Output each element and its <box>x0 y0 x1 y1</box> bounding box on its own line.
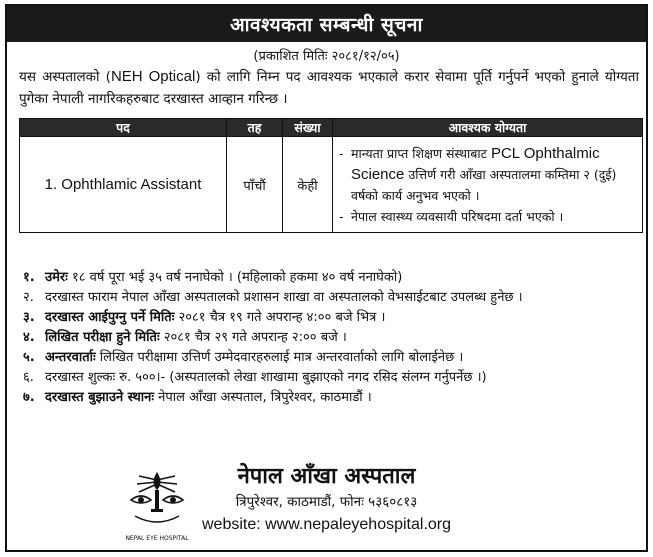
list-item <box>23 368 643 388</box>
logo-text: NEPAL EYE HOSPITAL <box>125 535 189 542</box>
count-cell: केही <box>283 137 333 233</box>
item-number: ४. <box>23 330 35 345</box>
item-number: १. <box>23 270 35 285</box>
intro-paragraph <box>19 66 639 110</box>
item-label: उमेरः <box>45 270 68 285</box>
item-text: दरखास्त शुल्कः रु. ५००।- (अस्पतालको लेखा शाखामा बुझाएको नगद रसिद संलग्न गर्नुपर्नेछ ।) <box>45 370 487 385</box>
published-date: (प्रकाशित मितिः २०८१/१२/०५) <box>253 49 400 64</box>
header-level: तह <box>227 119 283 137</box>
list-item <box>23 348 643 368</box>
item-label: दरखास्त आईपुग्नु पर्ने मितिः <box>45 310 175 325</box>
hospital-address: त्रिपुरेश्वर, काठमाडौं, फोनः ५३६०८१३ <box>235 494 418 510</box>
qual-text-c: उत्तिर्ण गरी आँखा अस्पतालमा कम्तिमा २ (दुई) वर्षको कार्य अनुभव भएको । <box>351 166 617 203</box>
item-text: १८ वर्ष पूरा भई ३५ वर्ष ननाघेको । (महिलाको हकमा ४० वर्ष ननाघेको) <box>67 270 403 285</box>
vacancy-notice <box>5 4 648 552</box>
item-label: अन्तरवार्ताः <box>45 350 96 365</box>
item-text: २०८१ चैत्र २९ गते अपरान्ह २:०० बजे । <box>159 330 347 345</box>
qual-text-a: मान्यता प्राप्त शिक्षण संस्थाबाट <box>351 145 491 161</box>
header-qualification: आवश्यक योग्यता <box>333 119 643 137</box>
posts-table <box>19 118 643 233</box>
item-text: नेपाल आँखा अस्पताल, त्रिपुरेश्वर, काठमाडौं । <box>154 390 372 405</box>
item-number: २. <box>23 290 34 305</box>
list-item <box>23 288 643 308</box>
item-number: ७. <box>23 390 35 405</box>
conditions-list <box>23 268 643 408</box>
list-item <box>23 328 643 348</box>
qualification-cell <box>333 137 643 233</box>
level-cell: पाँचौं <box>227 137 283 233</box>
list-item <box>23 308 643 328</box>
qual-text-2: नेपाल स्वास्थ्य व्यवसायी परिषदमा दर्ता भएको । <box>351 208 564 224</box>
qualification-item: - नेपाल स्वास्थ्य व्यवसायी परिषदमा दर्ता भएको । <box>339 206 636 227</box>
item-number: ६. <box>23 370 34 385</box>
item-text: लिखित परीक्षामा उत्तिर्ण उम्मेदवारहरुलाई मात्र अन्तरवार्ताको लागि बोलाईनेछ । <box>95 350 464 365</box>
qual-degree: PCL Ophthalmic Science <box>351 144 600 183</box>
intro-text-1: यस अस्पतालको ( <box>19 69 111 85</box>
item-number: ३. <box>23 310 35 325</box>
item-text: २०८१ चैत्र १९ गते अपरान्ह ४:०० बजे भित्र । <box>174 310 386 325</box>
hospital-name: नेपाल आँखा अस्पताल <box>237 464 416 489</box>
table-row <box>20 137 643 233</box>
intro-text-2: ) को लागि निम्न पद आवश्यक भएकाले करार सेवामा पूर्ति गर्नुपर्ने भएको हुनाले योग्यता पुगेका नेपाली नागरिकहरुबाट दरखास्त आव्हान गरिन्छ । <box>19 69 640 107</box>
hospital-website[interactable]: website: www.nepaleyehospital.org <box>201 516 452 533</box>
list-item <box>23 388 643 408</box>
header-count: संख्या <box>283 119 333 137</box>
footer <box>7 460 646 550</box>
post-cell: 1. Ophthlamic Assistant <box>20 137 227 233</box>
table-header-row <box>20 119 643 137</box>
intro-org: NEH Optical <box>110 68 196 85</box>
list-item <box>23 268 643 288</box>
item-text: दरखास्त फाराम नेपाल आँखा अस्पतालको प्रशासन शाखा वा अस्पतालको वेभसाईटबाट उपलब्ध हुनेछ । <box>45 290 523 305</box>
header-post: पद <box>20 119 227 137</box>
item-number: ५. <box>23 350 35 365</box>
item-label: दरखास्त बुझाउने स्थानः <box>45 390 155 405</box>
qualification-item: - मान्यता प्राप्त शिक्षण संस्थाबाट PCL Ophthalmic Science उत्तिर्ण गरी आँखा अस्पतालमा कम्तिमा २ (दुई) वर्षको कार्य अनुभव भएको । <box>339 144 617 203</box>
item-label: लिखित परीक्षा हुने मितिः <box>45 330 160 345</box>
notice-title: आवश्यकता सम्बन्धी सूचना <box>7 6 646 42</box>
